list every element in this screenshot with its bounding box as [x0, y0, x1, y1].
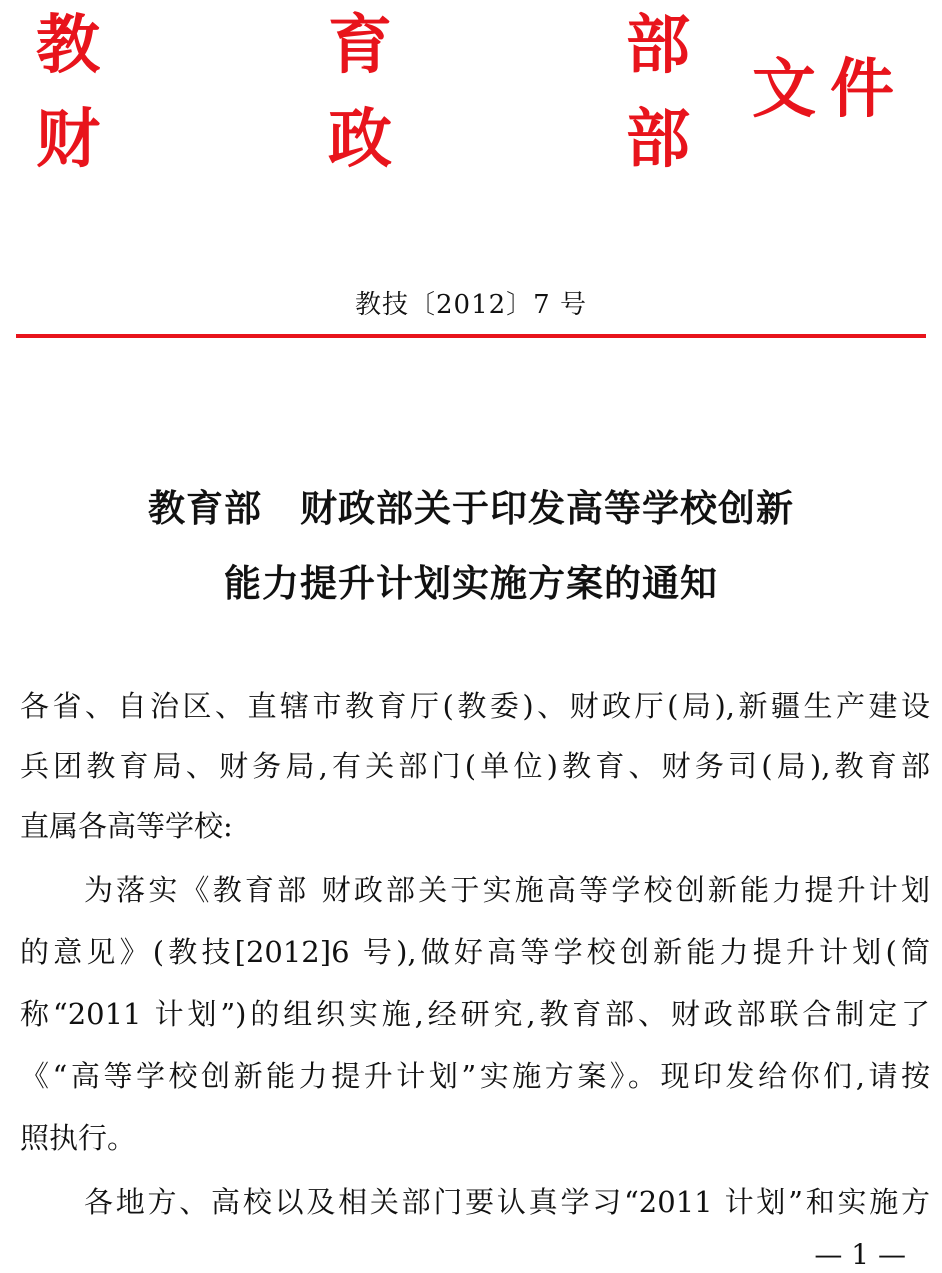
body-line: 称“2011 计划”)的组织实施,经研究,教育部、财政部联合制定了	[20, 997, 930, 1031]
body-line: 直属各高等学校:	[20, 809, 233, 843]
body-line: 各地方、高校以及相关部门要认真学习“2011 计划”和实施方	[84, 1185, 930, 1219]
body-line: 《“高等学校创新能力提升计划”实施方案》。现印发给你们,请按	[20, 1059, 930, 1093]
header-org-char: 教	[36, 9, 100, 83]
document-number: 教技〔2012〕7 号	[355, 290, 587, 320]
body-line: 为落实《教育部 财政部关于实施高等学校创新能力提升计划	[84, 873, 930, 907]
header-org-char: 财	[36, 103, 100, 177]
document-title-line-1: 教育部 财政部关于印发高等学校创新	[148, 487, 794, 530]
body-line: 的意见》(教技[2012]6 号),做好高等学校创新能力提升计划(简	[20, 935, 930, 969]
document-title-line-2: 能力提升计划实施方案的通知	[224, 562, 718, 605]
header-doc-type: 文件	[752, 53, 908, 127]
header-org-char: 部	[626, 103, 690, 177]
page-number: — 1 —	[814, 1238, 906, 1271]
body-line: 照执行。	[20, 1121, 137, 1155]
body-line: 各省、自治区、直辖市教育厅(教委)、财政厅(局),新疆生产建设	[20, 689, 930, 723]
header-org-char: 部	[626, 9, 690, 83]
header-org-char: 政	[328, 103, 392, 177]
header-org-char: 育	[328, 9, 392, 83]
red-divider-line	[16, 334, 926, 338]
body-line: 兵团教育局、财务局,有关部门(单位)教育、财务司(局),教育部	[20, 749, 930, 783]
